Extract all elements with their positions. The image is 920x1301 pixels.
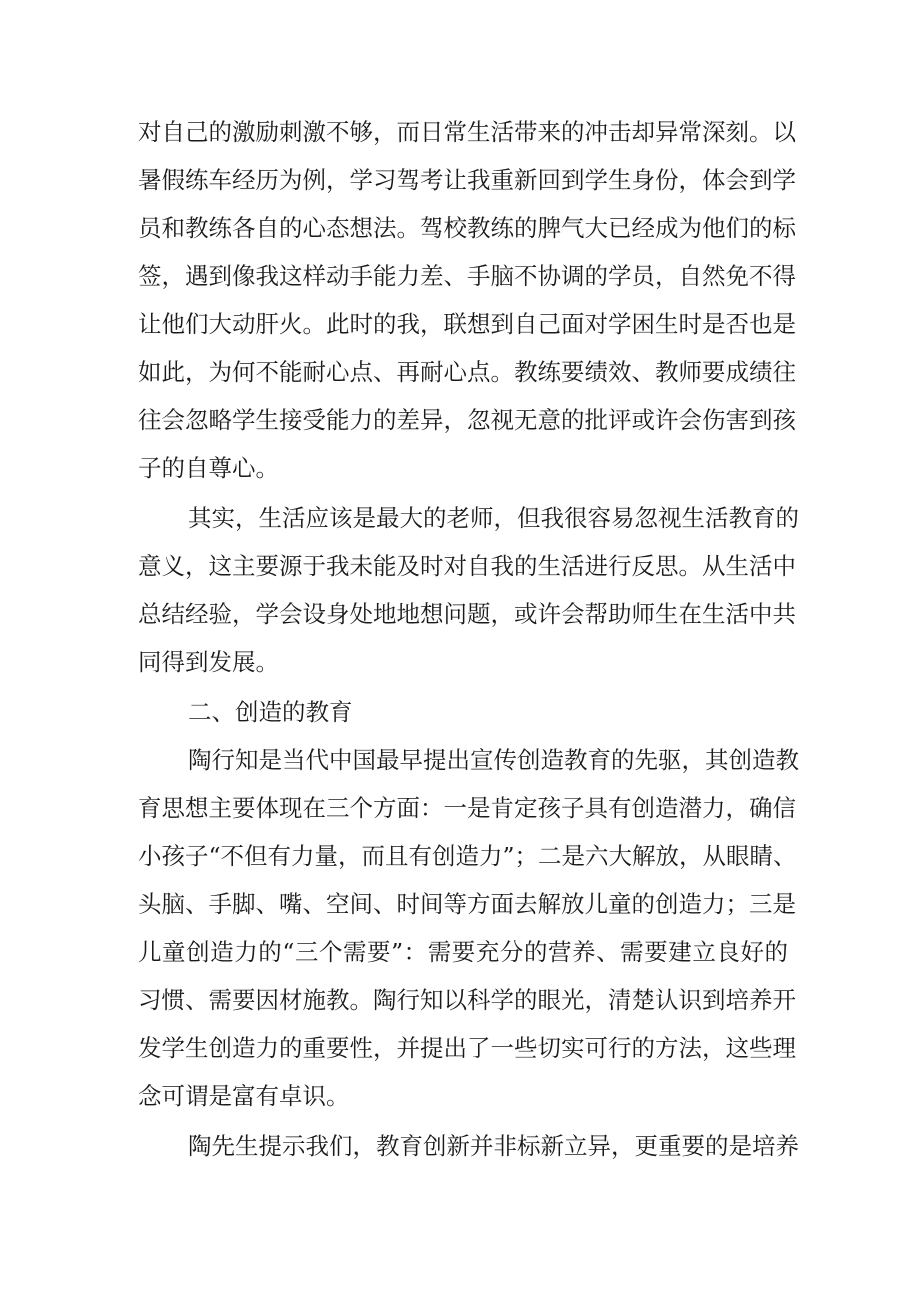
paragraph-2-line: 总结经验，学会设身处地地想问题，或许会帮助师生在生活中共 — [138, 600, 796, 628]
paragraph-1-line: 让他们大动肝火。此时的我，联想到自己面对学困生时是否也是 — [138, 310, 796, 338]
paragraph-2-line: 其实，生活应该是最大的老师，但我很容易忽视生活教育的 — [188, 504, 799, 532]
paragraph-3-line: 陶行知是当代中国最早提出宣传创造教育的先驱，其创造教 — [188, 746, 799, 774]
paragraph-1-line: 如此，为何不能耐心点、再耐心点。教练要绩效、教师要成绩往 — [138, 358, 796, 386]
paragraph-1-line: 员和教练各自的心态想法。驾校教练的脾气大已经成为他们的标 — [138, 214, 796, 242]
paragraph-3-line: 儿童创造力的“三个需要”：需要充分的营养、需要建立良好的 — [138, 938, 788, 966]
paragraph-2-line: 同得到发展。 — [138, 648, 279, 676]
section-heading: 二、创造的教育 — [188, 698, 353, 726]
paragraph-1-line: 子的自尊心。 — [138, 454, 279, 482]
paragraph-4-line: 陶先生提示我们，教育创新并非标新立异，更重要的是培养 — [188, 1132, 799, 1160]
paragraph-3-line: 习惯、需要因材施教。陶行知以科学的眼光，清楚认识到培养开 — [138, 986, 796, 1014]
paragraph-3-line: 发学生创造力的重要性，并提出了一些切实可行的方法，这些理 — [138, 1034, 796, 1062]
paragraph-1-line: 暑假练车经历为例，学习驾考让我重新回到学生身份，体会到学 — [138, 166, 796, 194]
paragraph-3-line: 育思想主要体现在三个方面：一是肯定孩子具有创造潜力，确信 — [138, 794, 796, 822]
paragraph-3-line: 小孩子“不但有力量，而且有创造力”；二是六大解放，从眼睛、 — [138, 842, 797, 870]
paragraph-3-line: 头脑、手脚、嘴、空间、时间等方面去解放儿童的创造力；三是 — [138, 890, 796, 918]
paragraph-1-line: 签，遇到像我这样动手能力差、手脑不协调的学员，自然免不得 — [138, 262, 796, 290]
paragraph-1-line: 往会忽略学生接受能力的差异，忽视无意的批评或许会伤害到孩 — [138, 406, 796, 434]
paragraph-2-line: 意义，这主要源于我未能及时对自我的生活进行反思。从生活中 — [138, 552, 796, 580]
paragraph-3-line: 念可谓是富有卓识。 — [138, 1082, 350, 1110]
paragraph-1-line: 对自己的激励刺激不够，而日常生活带来的冲击却异常深刻。以 — [138, 118, 796, 146]
